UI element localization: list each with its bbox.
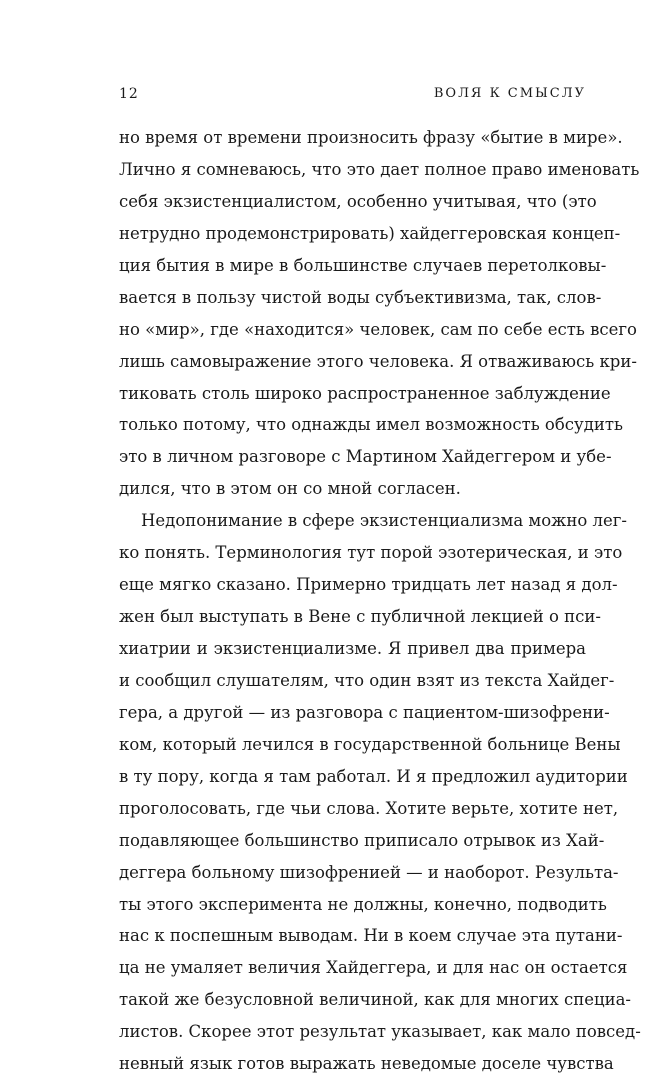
text-line: тиковать столь широко распространенное заблуждение <box>119 383 611 403</box>
text-line: вается в пользу чистой воды субъективизма, так, слов- <box>119 287 602 307</box>
text-line: только потому, что однажды имел возможность обсудить <box>119 415 624 435</box>
text-line: но время от времени произносить фразу «бытие в мире». <box>119 128 623 147</box>
text-line: Лично я сомневаюсь, что это дает полное право именовать <box>119 159 640 179</box>
text-line: ты этого эксперимента не должны, конечно, подводить <box>119 894 607 914</box>
text-line: ца не умаляет величия Хайдеггера, и для нас он остается <box>119 958 628 978</box>
text-line: листов. Скорее этот результат указывает, как мало повсед- <box>119 1022 641 1042</box>
text-line: в ту пору, когда я там работал. И я предложил аудитории <box>119 766 628 786</box>
text-line: Недопонимание в сфере экзистенциализма можно лег- <box>141 511 627 531</box>
text-line: подавляющее большинство приписало отрывок из Хай- <box>119 830 605 850</box>
text-line: ция бытия в мире в большинстве случаев перетолковы- <box>119 255 607 275</box>
text-line: но «мир», где «находится» человек, сам по себе есть всего <box>119 319 637 339</box>
text-line: ко понять. Терминология тут порой эзотерическая, и это <box>119 543 623 563</box>
text-line: нетрудно продемонстрировать) хайдеггеровская концеп- <box>119 223 621 243</box>
text-line: это в личном разговоре с Мартином Хайдеггером и убе- <box>119 447 612 467</box>
text-line: деггера больному шизофренией — и наоборот. Результа- <box>119 862 619 882</box>
page-number: 12 <box>119 86 139 102</box>
running-header-title: ВОЛЯ К СМЫСЛУ <box>433 86 586 101</box>
text-line: дился, что в этом он со мной согласен. <box>119 479 461 499</box>
text-line: гера, а другой — из разговора с пациентом-шизофрени- <box>119 702 610 722</box>
text-line: лишь самовыражение этого человека. Я отваживаюсь кри- <box>119 351 637 371</box>
text-line: нас к поспешным выводам. Ни в коем случае эта путани- <box>119 926 623 946</box>
text-line: и сообщил слушателям, что один взят из текста Хайдег- <box>119 670 615 690</box>
text-line: себя экзистенциалистом, особенно учитывая, что (это <box>119 191 597 211</box>
text-line: невный язык готов выражать неведомые доселе чувства <box>119 1054 614 1074</box>
text-line: такой же безусловной величиной, как для многих специа- <box>119 990 632 1010</box>
paragraph-2 <box>119 505 641 1080</box>
text-line: еще мягко сказано. Примерно тридцать лет назад я дол- <box>119 575 618 595</box>
paragraph-1 <box>119 122 640 505</box>
text-line: хиатрии и экзистенциализме. Я привел два примера <box>119 639 586 658</box>
text-line: проголосовать, где чьи слова. Хотите верьте, хотите нет, <box>119 798 619 818</box>
text-line: ком, который лечился в государственной больнице Вены <box>119 734 621 754</box>
text-line: жен был выступать в Вене с публичной лекцией о пси- <box>119 607 601 627</box>
body-text <box>119 122 641 1080</box>
